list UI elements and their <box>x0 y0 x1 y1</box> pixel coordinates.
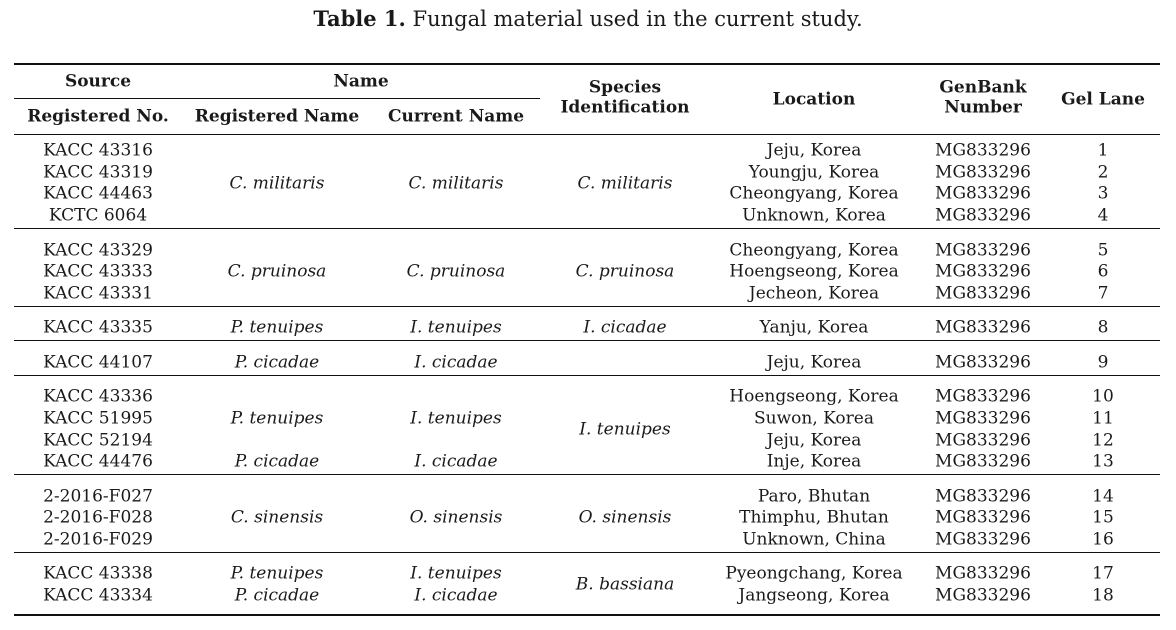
current-name-cell: I. tenuipes <box>410 317 502 338</box>
registered-name-cell: P. tenuipes <box>230 317 324 338</box>
genbank-number-cell: MG833296 <box>935 140 1031 161</box>
gel-lane-cell: 2 <box>1097 162 1109 183</box>
registered-number-cell: 2-2016-F028 <box>43 507 153 528</box>
gel-lane-cell: 12 <box>1092 430 1114 450</box>
header-genbank-line2: Number <box>944 97 1022 118</box>
location-cell: Jeju, Korea <box>766 140 862 161</box>
header-registered-no: Registered No. <box>27 106 169 127</box>
gel-lane-cell: 11 <box>1092 408 1114 429</box>
genbank-number-cell: MG833296 <box>935 283 1031 304</box>
location-cell: Inje, Korea <box>766 451 862 472</box>
gel-lane-cell: 16 <box>1092 529 1114 550</box>
gel-lane-cell: 8 <box>1097 317 1109 338</box>
location-cell: Unknown, China <box>742 529 886 550</box>
registered-number-cell: KACC 43331 <box>43 283 153 304</box>
current-name-cell: I. cicadae <box>414 352 498 373</box>
location-cell: Cheongyang, Korea <box>729 240 899 260</box>
gel-lane-cell: 5 <box>1097 240 1109 260</box>
location-cell: Unknown, Korea <box>742 205 886 226</box>
gel-lane-cell: 18 <box>1092 585 1114 606</box>
species-identification-cell: B. bassiana <box>575 574 675 595</box>
gel-lane-cell: 9 <box>1097 352 1109 373</box>
gel-lane-cell: 15 <box>1092 507 1114 528</box>
header-gel-lane: Gel Lane <box>1061 89 1145 110</box>
genbank-number-cell: MG833296 <box>935 183 1031 204</box>
location-cell: Suwon, Korea <box>754 408 874 429</box>
registered-number-cell: KACC 43316 <box>43 140 153 161</box>
genbank-number-cell: MG833296 <box>935 261 1031 282</box>
species-identification-cell: C. pruinosa <box>575 261 675 282</box>
registered-number-cell: KACC 43335 <box>43 317 153 338</box>
genbank-number-cell: MG833296 <box>935 162 1031 183</box>
registered-number-cell: KACC 44463 <box>43 183 153 204</box>
genbank-number-cell: MG833296 <box>935 386 1031 407</box>
registered-number-cell: 2-2016-F029 <box>43 529 153 550</box>
current-name-cell: I. cicadae <box>414 451 498 472</box>
registered-number-cell: KACC 43334 <box>43 585 153 606</box>
gel-lane-cell: 10 <box>1092 386 1114 407</box>
species-identification-cell: I. tenuipes <box>579 419 671 440</box>
header-source: Source <box>64 71 132 92</box>
table-top-rule <box>14 63 1160 65</box>
registered-name-cell: P. cicadae <box>234 451 320 472</box>
genbank-number-cell: MG833296 <box>935 486 1031 507</box>
genbank-number-cell: MG833296 <box>935 585 1031 606</box>
registered-name-cell: C. sinensis <box>230 507 324 528</box>
header-species-line2: Identification <box>560 97 690 118</box>
registered-name-cell: C. militaris <box>229 173 325 194</box>
current-name-cell: O. sinensis <box>409 507 503 528</box>
table-caption-text: Fungal material used in the current study. <box>412 7 863 31</box>
header-registered-name: Registered Name <box>194 106 360 127</box>
location-cell: Thimphu, Bhutan <box>739 507 889 528</box>
registered-name-cell: P. tenuipes <box>230 408 324 429</box>
location-cell: Cheongyang, Korea <box>729 183 899 204</box>
group-separator-rule <box>14 375 1160 376</box>
genbank-number-cell: MG833296 <box>935 352 1031 373</box>
genbank-number-cell: MG833296 <box>935 451 1031 472</box>
registered-number-cell: 2-2016-F027 <box>43 486 153 507</box>
registered-number-cell: KACC 43333 <box>43 261 153 282</box>
genbank-number-cell: MG833296 <box>935 317 1031 338</box>
table-caption-label: Table 1. <box>313 6 406 31</box>
header-genbank-line1: GenBank <box>939 77 1027 98</box>
current-name-cell: I. tenuipes <box>410 563 502 584</box>
group-separator-rule <box>14 552 1160 553</box>
gel-lane-cell: 17 <box>1092 563 1114 584</box>
genbank-number-cell: MG833296 <box>935 430 1031 450</box>
registered-name-cell: C. pruinosa <box>227 261 327 282</box>
registered-number-cell: KACC 44476 <box>43 451 153 472</box>
registered-number-cell: KACC 51995 <box>43 408 153 429</box>
current-name-cell: I. cicadae <box>414 585 498 606</box>
registered-number-cell: KACC 44107 <box>43 352 153 373</box>
group-separator-rule <box>14 474 1160 475</box>
header-species-line1: Species <box>588 77 662 98</box>
location-cell: Jecheon, Korea <box>748 283 880 304</box>
header-name: Name <box>333 71 389 92</box>
gel-lane-cell: 14 <box>1092 486 1114 507</box>
gel-lane-cell: 1 <box>1097 140 1109 161</box>
table-caption <box>0 4 1176 34</box>
header-location: Location <box>772 89 856 110</box>
header-bottom-rule <box>14 134 1160 135</box>
table-bottom-rule <box>14 614 1160 616</box>
location-cell: Yanju, Korea <box>759 317 869 338</box>
registered-number-cell: KACC 43329 <box>43 240 153 260</box>
registered-number-cell: KACC 43336 <box>43 386 153 407</box>
gel-lane-cell: 4 <box>1097 205 1109 226</box>
current-name-cell: I. tenuipes <box>410 408 502 429</box>
genbank-number-cell: MG833296 <box>935 408 1031 429</box>
registered-name-cell: P. cicadae <box>234 352 320 373</box>
registered-number-cell: KCTC 6064 <box>48 205 148 226</box>
location-cell: Youngju, Korea <box>748 162 880 183</box>
location-cell: Jeju, Korea <box>766 430 862 450</box>
group-separator-rule <box>14 228 1160 229</box>
registered-name-cell: P. cicadae <box>234 585 320 606</box>
location-cell: Jangseong, Korea <box>738 585 890 606</box>
registered-number-cell: KACC 43319 <box>43 162 153 183</box>
species-identification-cell: I. cicadae <box>583 317 667 338</box>
gel-lane-cell: 3 <box>1097 183 1109 204</box>
group-separator-rule <box>14 306 1160 307</box>
gel-lane-cell: 7 <box>1097 283 1109 304</box>
current-name-cell: C. pruinosa <box>406 261 506 282</box>
gel-lane-cell: 6 <box>1097 261 1109 282</box>
genbank-number-cell: MG833296 <box>935 205 1031 226</box>
registered-number-cell: KACC 43338 <box>43 563 153 584</box>
location-cell: Hoengseong, Korea <box>729 386 899 407</box>
genbank-number-cell: MG833296 <box>935 563 1031 584</box>
location-cell: Hoengseong, Korea <box>729 261 899 282</box>
genbank-number-cell: MG833296 <box>935 240 1031 260</box>
species-identification-cell: O. sinensis <box>578 507 672 528</box>
header-sub-rule <box>14 98 540 99</box>
header-current-name: Current Name <box>387 106 525 127</box>
genbank-number-cell: MG833296 <box>935 507 1031 528</box>
location-cell: Jeju, Korea <box>766 352 862 373</box>
group-separator-rule <box>14 340 1160 341</box>
species-identification-cell: C. militaris <box>577 173 673 194</box>
current-name-cell: C. militaris <box>408 173 504 194</box>
registered-number-cell: KACC 52194 <box>43 430 153 450</box>
registered-name-cell: P. tenuipes <box>230 563 324 584</box>
gel-lane-cell: 13 <box>1092 451 1114 472</box>
location-cell: Pyeongchang, Korea <box>725 563 903 584</box>
genbank-number-cell: MG833296 <box>935 529 1031 550</box>
location-cell: Paro, Bhutan <box>757 486 871 507</box>
